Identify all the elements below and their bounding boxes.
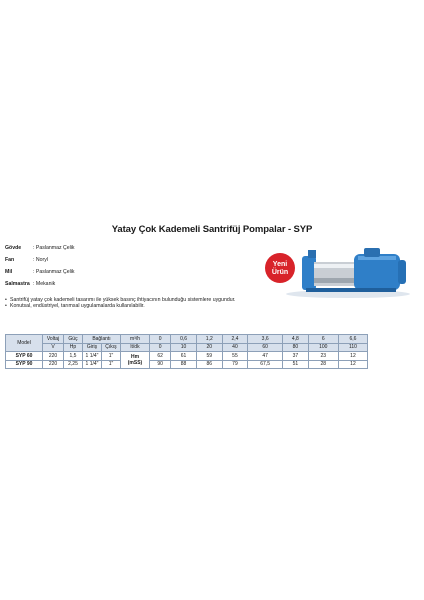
cell-hm: 79 [222, 360, 248, 369]
feature-list [5, 297, 305, 309]
header-ltdk: lt/dk [121, 343, 150, 352]
cell-hm: 47 [248, 352, 283, 361]
feature-item: • Konutsal, endüstriyel, tarımsal uygulamalarda kullanılabilir. [5, 303, 305, 309]
hm-unit: (mSS) [127, 360, 143, 366]
page-title: Yatay Çok Kademeli Santrifüj Pompalar - SYP [111, 224, 313, 235]
header-guc-unit: Hp [64, 343, 83, 352]
table-row [6, 352, 368, 361]
flow-ltdk: 100 [308, 343, 338, 352]
spec-value: : Noryl [33, 257, 48, 263]
flow-m3h: 3,6 [248, 335, 283, 344]
flow-m3h: 4,8 [283, 335, 309, 344]
spec-key: Mil [5, 269, 13, 275]
spec-value: : Paslanmaz Çelik [33, 269, 75, 275]
cell-hm: 28 [308, 360, 338, 369]
cell-guc: 1,5 [64, 352, 83, 361]
table-row [6, 360, 368, 369]
cell-voltaj: 220 [43, 360, 64, 369]
cell-hm: 12 [338, 360, 367, 369]
cell-hm: 59 [196, 352, 222, 361]
cell-hm: 37 [283, 352, 309, 361]
cell-hm: 51 [283, 360, 309, 369]
flow-ltdk: 110 [338, 343, 367, 352]
spec-key: Salmastra [5, 281, 30, 287]
cell-hm: 55 [222, 352, 248, 361]
flow-ltdk: 20 [196, 343, 222, 352]
flow-m3h: 1,2 [196, 335, 222, 344]
table-header-row-2 [6, 343, 368, 352]
header-baglanti: Bağlantı [83, 335, 121, 344]
header-model: Model [6, 335, 43, 352]
new-product-badge [265, 253, 295, 283]
header-guc: Güç [64, 335, 83, 344]
cell-hm: 23 [308, 352, 338, 361]
cell-hm: 61 [171, 352, 197, 361]
cell-cikis: 1" [102, 352, 121, 361]
flow-m3h: 2,4 [222, 335, 248, 344]
spec-key: Fan [5, 257, 15, 263]
cell-hm: 86 [196, 360, 222, 369]
cell-model: SYP 60 [6, 352, 43, 361]
spec-value: : Mekanik [33, 281, 56, 287]
hm-label: Hm [130, 354, 140, 360]
flow-ltdk: 0 [150, 343, 171, 352]
header-voltaj: Voltaj [43, 335, 64, 344]
spec-key: Gövde [5, 245, 22, 251]
cell-hm: 90 [150, 360, 171, 369]
cell-giris: 1 1/4" [83, 360, 102, 369]
flow-ltdk: 40 [222, 343, 248, 352]
cell-hm: 12 [338, 352, 367, 361]
header-cikis: Çıkış [102, 343, 121, 352]
cell-voltaj: 220 [43, 352, 64, 361]
flow-m3h: 0,6 [171, 335, 197, 344]
cell-hm-label [121, 352, 150, 369]
flow-ltdk: 80 [283, 343, 309, 352]
feature-item: • Santrifüj yatay çok kademeli tasarımı ile yüksek basınç ihtiyacının bulunduğu sistemlere uygundur. [5, 297, 305, 303]
badge-line1: Yeni [272, 261, 288, 268]
cell-giris: 1 1/4" [83, 352, 102, 361]
header-m3h: m³/h [121, 335, 150, 344]
header-giris: Giriş [83, 343, 102, 352]
flow-ltdk: 60 [248, 343, 283, 352]
badge-line2: Ürün [271, 269, 289, 276]
flow-m3h: 6 [308, 335, 338, 344]
cell-model: SYP 90 [6, 360, 43, 369]
cell-hm: 88 [171, 360, 197, 369]
cell-hm: 67,5 [248, 360, 283, 369]
performance-table [5, 334, 368, 369]
pump-image [258, 240, 418, 300]
cell-guc: 2,25 [64, 360, 83, 369]
flow-ltdk: 10 [171, 343, 197, 352]
header-voltaj-unit: V [43, 343, 64, 352]
cell-cikis: 1" [102, 360, 121, 369]
flow-m3h: 0 [150, 335, 171, 344]
cell-hm: 62 [150, 352, 171, 361]
table-header-row-1 [6, 335, 368, 344]
flow-m3h: 6,6 [338, 335, 367, 344]
spec-value: : Paslanmaz Çelik [33, 245, 75, 251]
